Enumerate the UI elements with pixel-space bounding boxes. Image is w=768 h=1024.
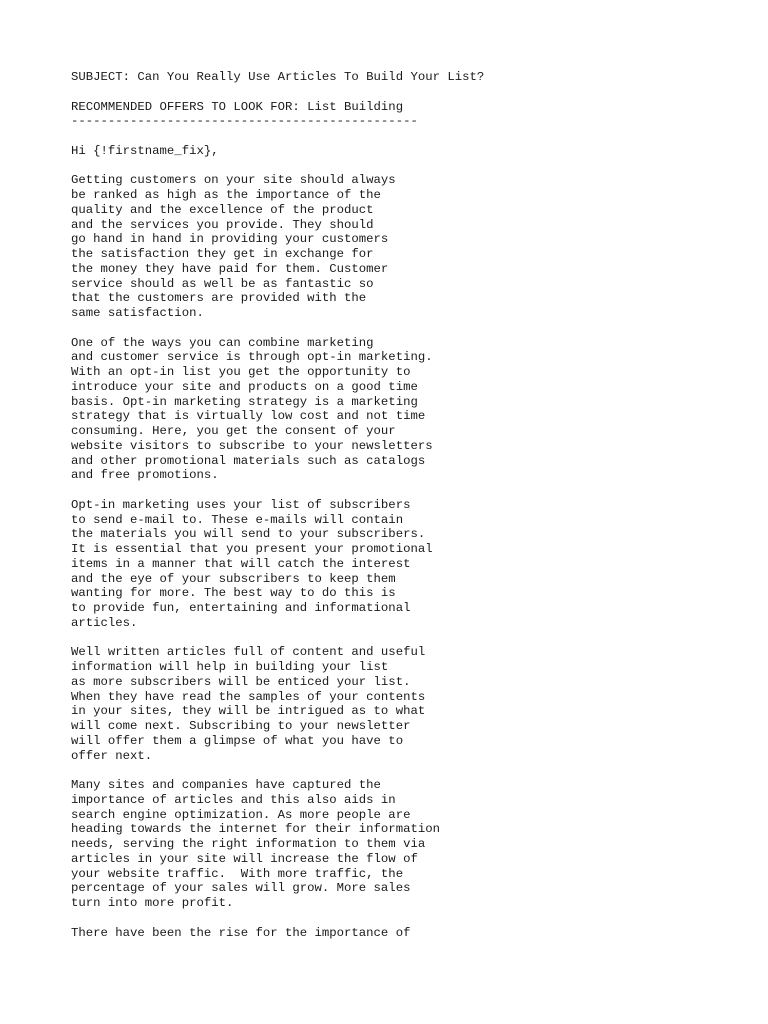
paragraph-line: your website traffic. With more traffic, the — [71, 866, 404, 881]
paragraph-line: service should as well be as fantastic so — [71, 276, 374, 291]
paragraph-line: quality and the excellence of the product — [71, 202, 374, 217]
blank-line — [71, 129, 731, 144]
paragraph-line: heading towards the internet for their information — [71, 822, 440, 837]
paragraph-line: be ranked as high as the importance of the — [71, 188, 381, 202]
blank-line — [71, 911, 731, 926]
paragraph-line: and free promotions. — [71, 468, 219, 483]
subject-line: SUBJECT: Can You Really Use Articles To Build Your List? — [71, 70, 485, 84]
paragraph-line: to send e-mail to. These e-mails will contain — [71, 512, 404, 527]
paragraph-line: that the customers are provided with the — [71, 291, 367, 306]
paragraph-line: same satisfaction. — [71, 306, 204, 320]
paragraph-line: strategy that is virtually low cost and not time — [71, 409, 426, 424]
blank-line — [71, 159, 731, 174]
paragraph-line: will offer them a glimpse of what you have to — [71, 733, 404, 748]
paragraph-line: Well written articles full of content and useful — [71, 645, 426, 660]
paragraph-line: information will help in building your list — [71, 660, 389, 674]
paragraph-line: Getting customers on your site should always — [71, 173, 396, 188]
paragraph-line: in your sites, they will be intrigued as to what — [71, 704, 426, 719]
paragraph-line: percentage of your sales will grow. More sales — [71, 881, 411, 896]
paragraph-line: offer next. — [71, 748, 153, 763]
paragraph-line: When they have read the samples of your contents — [71, 689, 426, 704]
body-paragraph — [71, 336, 731, 484]
paragraph-line: and other promotional materials such as catalogs — [71, 453, 426, 468]
paragraph-line: articles. — [71, 615, 138, 630]
paragraph-line: With an opt-in list you get the opportunity to — [71, 365, 411, 379]
paragraph-line: consuming. Here, you get the consent of your — [71, 424, 396, 438]
email-document — [71, 70, 731, 940]
paragraph-line: One of the ways you can combine marketing — [71, 335, 374, 350]
paragraph-line: and the eye of your subscribers to keep them — [71, 571, 396, 586]
paragraph-line: items in a manner that will catch the interest — [71, 556, 411, 571]
blank-line — [71, 321, 731, 336]
paragraph-line: will come next. Subscribing to your newsletter — [71, 719, 411, 733]
blank-line — [71, 763, 731, 778]
paragraph-line: It is essential that you present your promotional — [71, 542, 433, 556]
body-paragraph — [71, 778, 731, 911]
paragraph-line: basis. Opt-in marketing strategy is a marketing — [71, 394, 418, 409]
greeting-line: Hi {!firstname_fix}, — [71, 143, 219, 158]
blank-line — [71, 631, 731, 646]
paragraph-line: the satisfaction they get in exchange for — [71, 247, 374, 261]
paragraph-line: and the services you provide. They should — [71, 217, 374, 232]
paragraph-line: There have been the rise for the importance of — [71, 925, 411, 940]
email-body — [71, 173, 731, 940]
recommended-offers-line: RECOMMENDED OFFERS TO LOOK FOR: List Building — [71, 99, 404, 114]
divider-rule: ----------------------------------------------- — [71, 114, 418, 129]
paragraph-line: wanting for more. The best way to do this is — [71, 586, 396, 601]
paragraph-line: the money they have paid for them. Customer — [71, 261, 389, 276]
body-paragraph — [71, 645, 731, 763]
paragraph-line: turn into more profit. — [71, 896, 234, 910]
blank-line — [71, 85, 731, 100]
body-paragraph — [71, 498, 731, 631]
paragraph-line: as more subscribers will be enticed your list. — [71, 674, 411, 689]
blank-line — [71, 483, 731, 498]
body-paragraph — [71, 173, 731, 321]
paragraph-line: needs, serving the right information to them via — [71, 837, 426, 851]
paragraph-line: Opt-in marketing uses your list of subscribers — [71, 497, 411, 512]
paragraph-line: articles in your site will increase the flow of — [71, 851, 418, 866]
paragraph-line: website visitors to subscribe to your newsletters — [71, 438, 433, 453]
paragraph-line: introduce your site and products on a good time — [71, 379, 418, 394]
paragraph-line: go hand in hand in providing your customers — [71, 232, 389, 247]
paragraph-line: search engine optimization. As more people are — [71, 807, 411, 822]
paragraph-line: the materials you will send to your subscribers. — [71, 527, 426, 542]
paragraph-line: importance of articles and this also aids in — [71, 792, 396, 807]
paragraph-line: and customer service is through opt-in marketing. — [71, 350, 433, 365]
paragraph-line: to provide fun, entertaining and informational — [71, 601, 411, 615]
paragraph-line: Many sites and companies have captured the — [71, 778, 381, 792]
body-paragraph — [71, 926, 731, 941]
